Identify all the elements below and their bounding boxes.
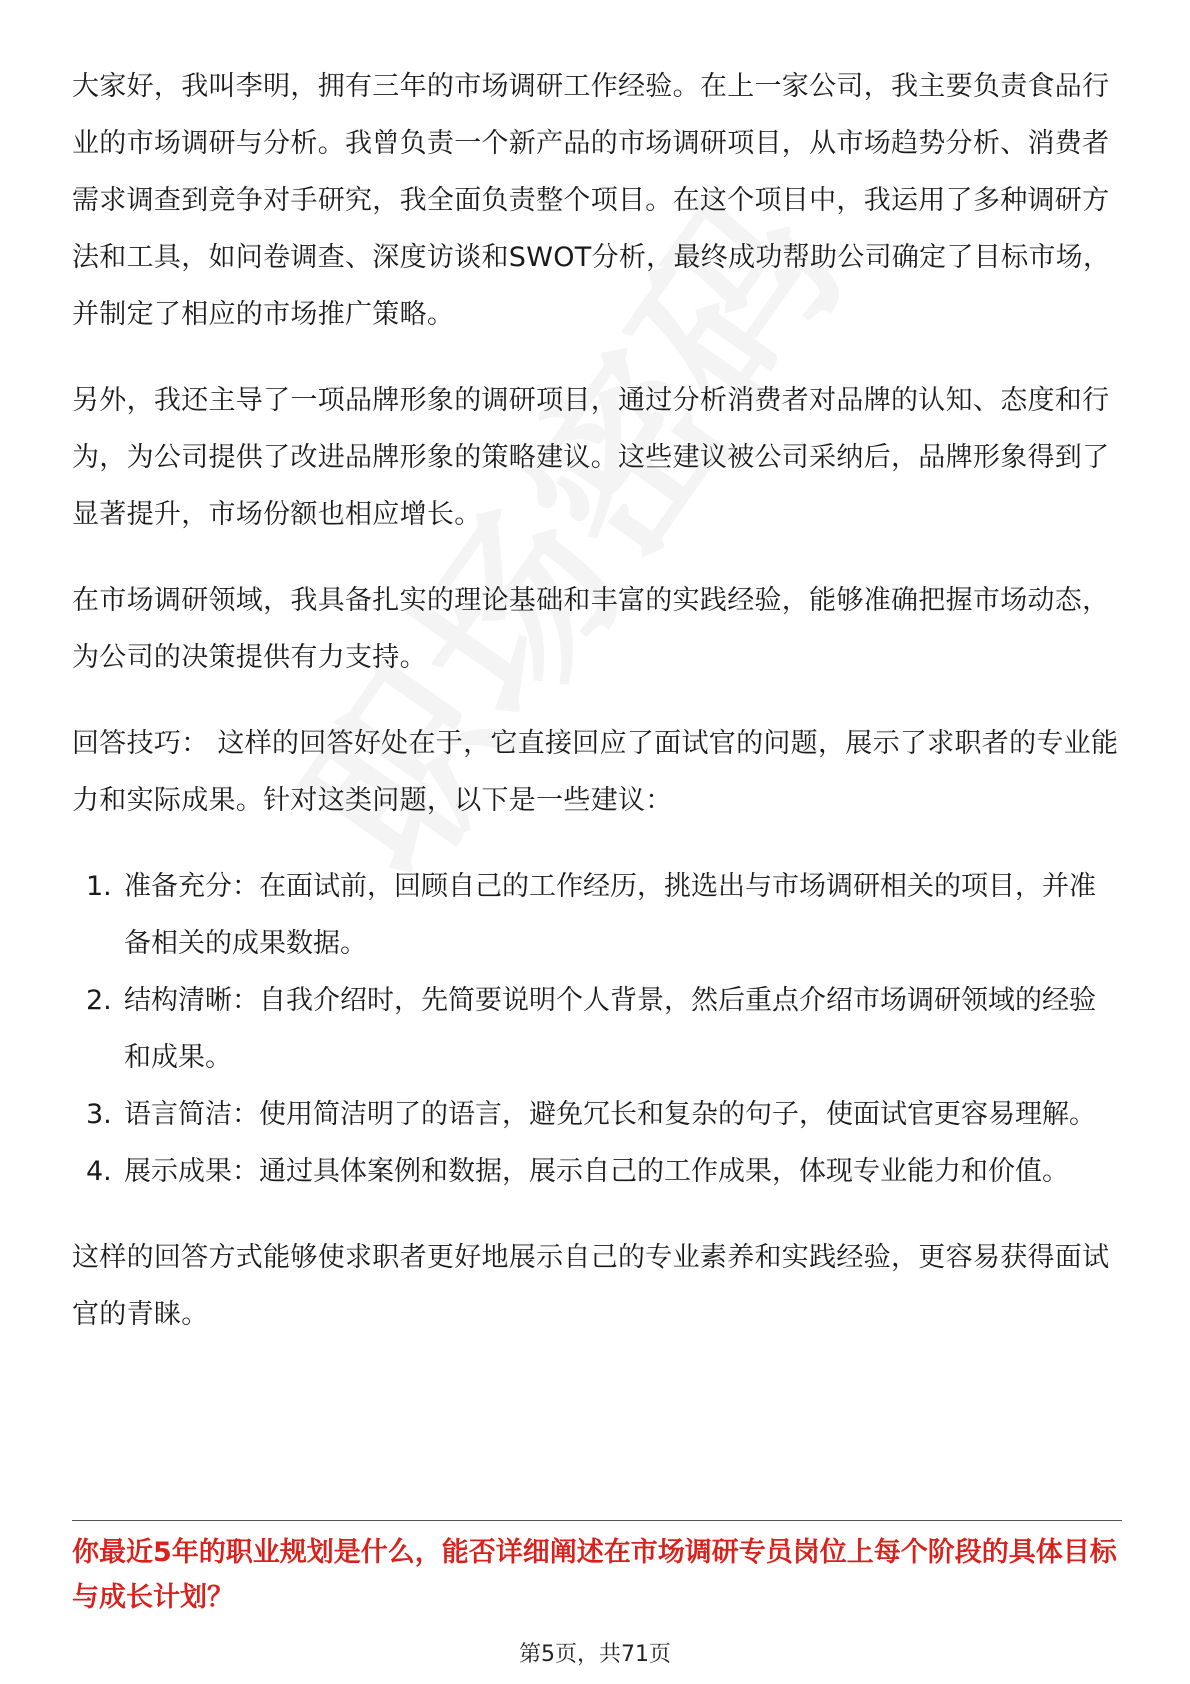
list-item [72, 972, 1122, 1086]
list-item-number: 1. [86, 871, 112, 902]
document-body [72, 58, 1122, 1343]
list-item-number: 3. [86, 1099, 112, 1130]
paragraph-closing: 这样的回答方式能够使求职者更好地展示自己的专业素养和实践经验，更容易获得面试官的青睐。 [72, 1242, 1110, 1330]
list-item-text: 语言简洁：使用简洁明了的语言，避免冗长和复杂的句子，使面试官更容易理解。 [124, 1099, 1096, 1130]
section-divider [72, 1520, 1122, 1521]
list-item [72, 858, 1122, 972]
list-item [72, 1086, 1122, 1143]
list-item [72, 1143, 1122, 1200]
next-question-heading: 你最近5年的职业规划是什么，能否详细阐述在市场调研专员岗位上每个阶段的具体目标与成长计划？ [72, 1537, 1117, 1613]
list-item-text: 结构清晰：自我介绍时，先简要说明个人背景，然后重点介绍市场调研领域的经验和成果。 [124, 985, 1096, 1073]
list-item-number: 2. [86, 985, 112, 1016]
paragraph-answer-tips: 回答技巧： 这样的回答好处在于，它直接回应了面试官的问题，展示了求职者的专业能力和实际成果。针对这类问题，以下是一些建议： [72, 728, 1119, 816]
list-item-text: 展示成果：通过具体案例和数据，展示自己的工作成果，体现专业能力和价值。 [124, 1156, 1069, 1187]
paragraph-summary: 在市场调研领域，我具备扎实的理论基础和丰富的实践经验，能够准确把握市场动态，为公司的决策提供有力支持。 [72, 585, 1110, 673]
paragraph-brand-project: 另外，我还主导了一项品牌形象的调研项目，通过分析消费者对品牌的认知、态度和行为，为公司提供了改进品牌形象的策略建议。这些建议被公司采纳后，品牌形象得到了显著提升，市场份额也相应增长。 [72, 385, 1110, 530]
tips-list [72, 858, 1122, 1200]
paragraph-intro: 大家好，我叫李明，拥有三年的市场调研工作经验。在上一家公司，我主要负责食品行业的市场调研与分析。我曾负责一个新产品的市场调研项目，从市场趋势分析、消费者需求调查到竞争对手研究，我全面负责整个项目。在这个项目中，我运用了多种调研方法和工具，如问卷调查、深度访谈和SWOT分析，最终成功帮助公司确定了目标市场，并制定了相应的市场推广策略。 [72, 71, 1111, 330]
page-number-footer: 第5页，共71页 [519, 1642, 671, 1667]
list-item-number: 4. [86, 1156, 112, 1187]
list-item-text: 准备充分：在面试前，回顾自己的工作经历，挑选出与市场调研相关的项目，并准备相关的成果数据。 [124, 871, 1096, 959]
